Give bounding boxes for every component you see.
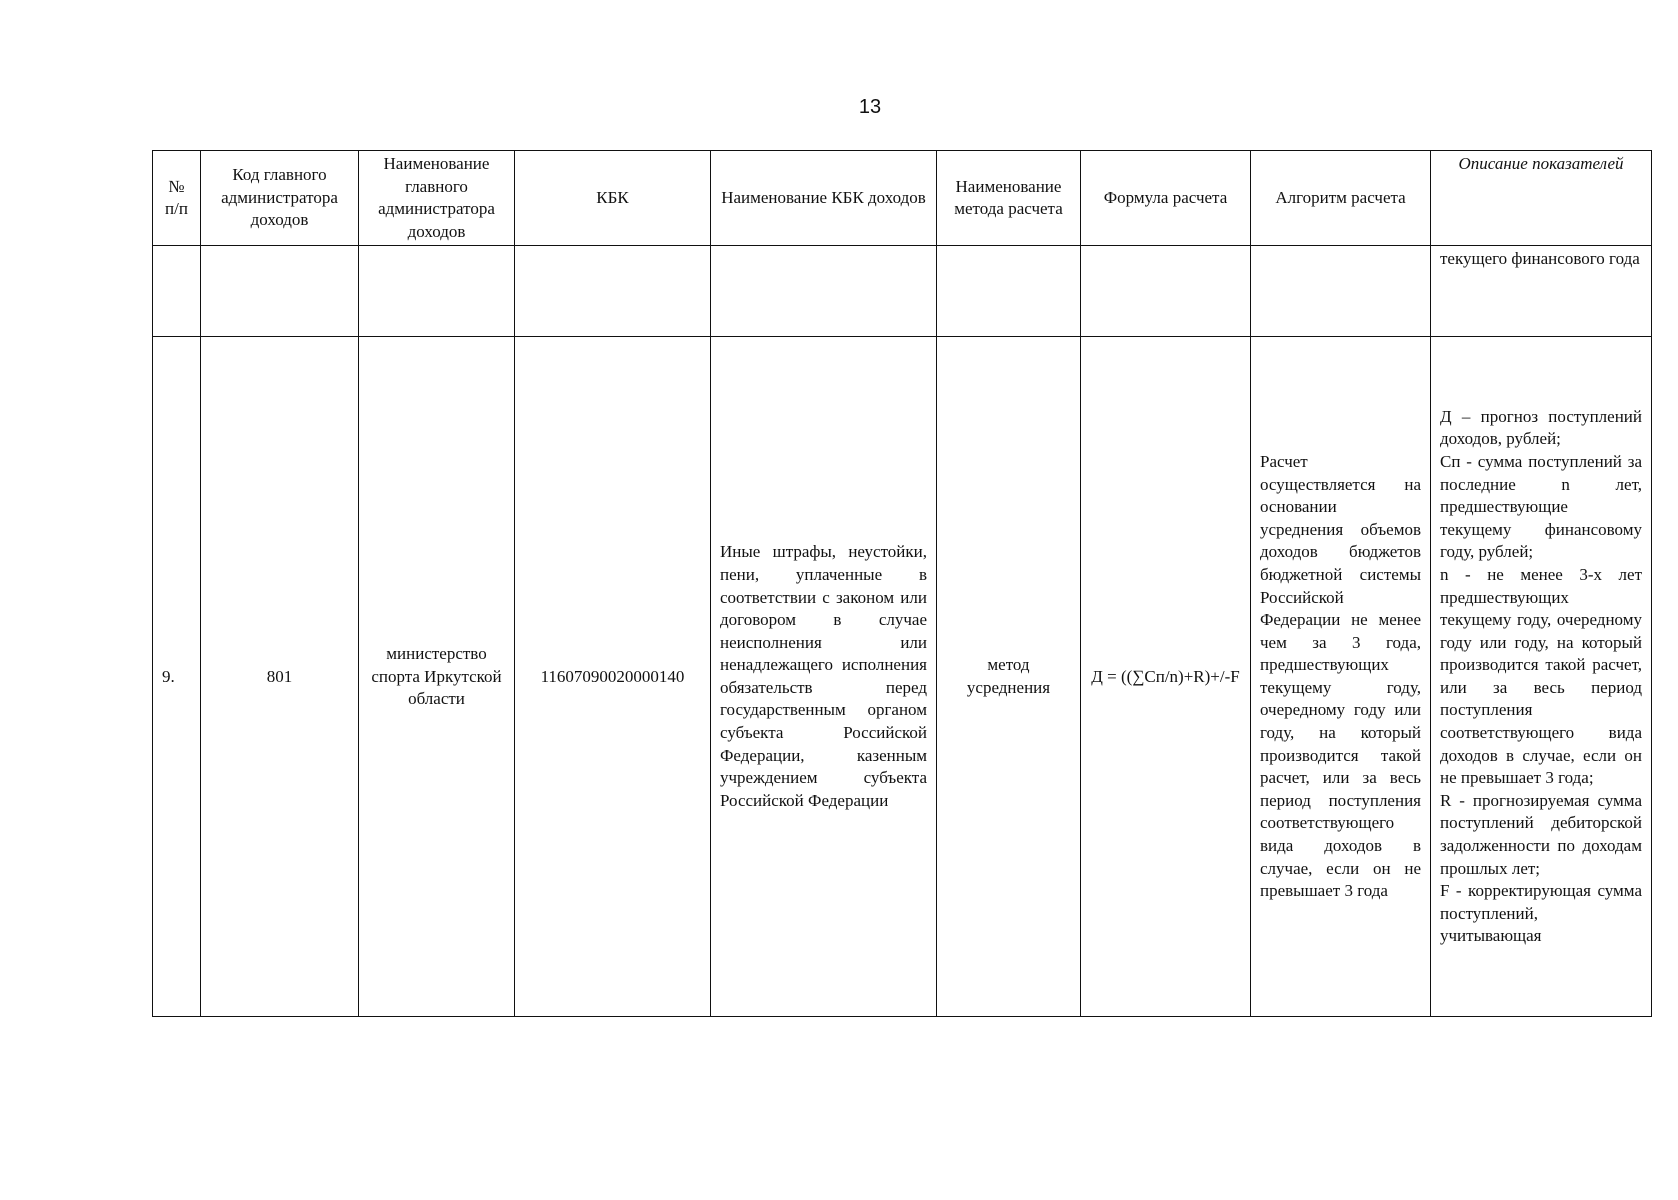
cell-algorithm: Расчет осуществляется на основании усреднения объемов доходов бюджетов бюджетной системы Российской Федерации не менее чем за 3 года, предшествующих текущему году, очередному году или году, на который производится такой расчет, или за весь период поступления соответствующего вида доходов в случае, если он не превышает 3 года <box>1251 337 1431 1017</box>
cell-empty <box>711 246 937 337</box>
header-description: Описание показателей <box>1431 151 1652 246</box>
cell-formula: Д = ((∑Сп/n)+R)+/-F <box>1081 337 1251 1017</box>
table-row <box>153 337 1652 1017</box>
cell-admin-code: 801 <box>201 337 359 1017</box>
cell-empty <box>201 246 359 337</box>
header-kbk-name: Наименование КБК доходов <box>711 151 937 246</box>
cell-empty <box>1081 246 1251 337</box>
cell-empty <box>359 246 515 337</box>
cell-empty <box>153 246 201 337</box>
cell-description <box>1431 337 1652 1017</box>
cell-empty <box>1251 246 1431 337</box>
header-kbk: КБК <box>515 151 711 246</box>
cell-admin-name: министерство спорта Иркутской области <box>359 337 515 1017</box>
page-number: 13 <box>858 96 882 118</box>
cell-method: метод усреднения <box>937 337 1081 1017</box>
table-header <box>153 151 1652 246</box>
forecast-method-table <box>152 150 1652 1017</box>
table-row-continuation <box>153 246 1652 337</box>
description-f: F - корректирующая сумма поступлений, учитывающая <box>1440 881 1642 946</box>
description-sp: Сп - сумма поступлений за последние n лет, предшествующие текущему финансовому году, рублей; <box>1440 451 1642 562</box>
description-d: Д – прогноз поступлений доходов, рублей; <box>1440 406 1642 449</box>
header-method: Наименование метода расчета <box>937 151 1081 246</box>
cell-kbk: 11607090020000140 <box>515 337 711 1017</box>
header-algorithm: Алгоритм расчета <box>1251 151 1431 246</box>
cell-num: 9. <box>153 337 201 1017</box>
cell-description-continuation: текущего финансового года <box>1431 246 1652 337</box>
header-num: № п/п <box>153 151 201 246</box>
cell-kbk-name: Иные штрафы, неустойки, пени, уплаченные в соответствии с законом или договором в случае неисполнения или ненадлежащего исполнения обязательств перед государственным органом субъекта Российской Федерации, казенным учреждением субъекта Российской Федерации <box>711 337 937 1017</box>
header-admin-name: Наименование главного администратора доходов <box>359 151 515 246</box>
description-r: R - прогнозируемая сумма поступлений дебиторской задолженности по доходам прошлых лет; <box>1440 790 1642 878</box>
header-formula: Формула расчета <box>1081 151 1251 246</box>
cell-empty <box>937 246 1081 337</box>
header-admin-code: Код главного администратора доходов <box>201 151 359 246</box>
description-n: n - не менее 3-х лет предшествующих текущему году, очередному году или году, на который производится такой расчет, или за весь период поступления соответствующего вида доходов в случае, если он не превышает 3 года; <box>1440 564 1642 788</box>
cell-empty <box>515 246 711 337</box>
